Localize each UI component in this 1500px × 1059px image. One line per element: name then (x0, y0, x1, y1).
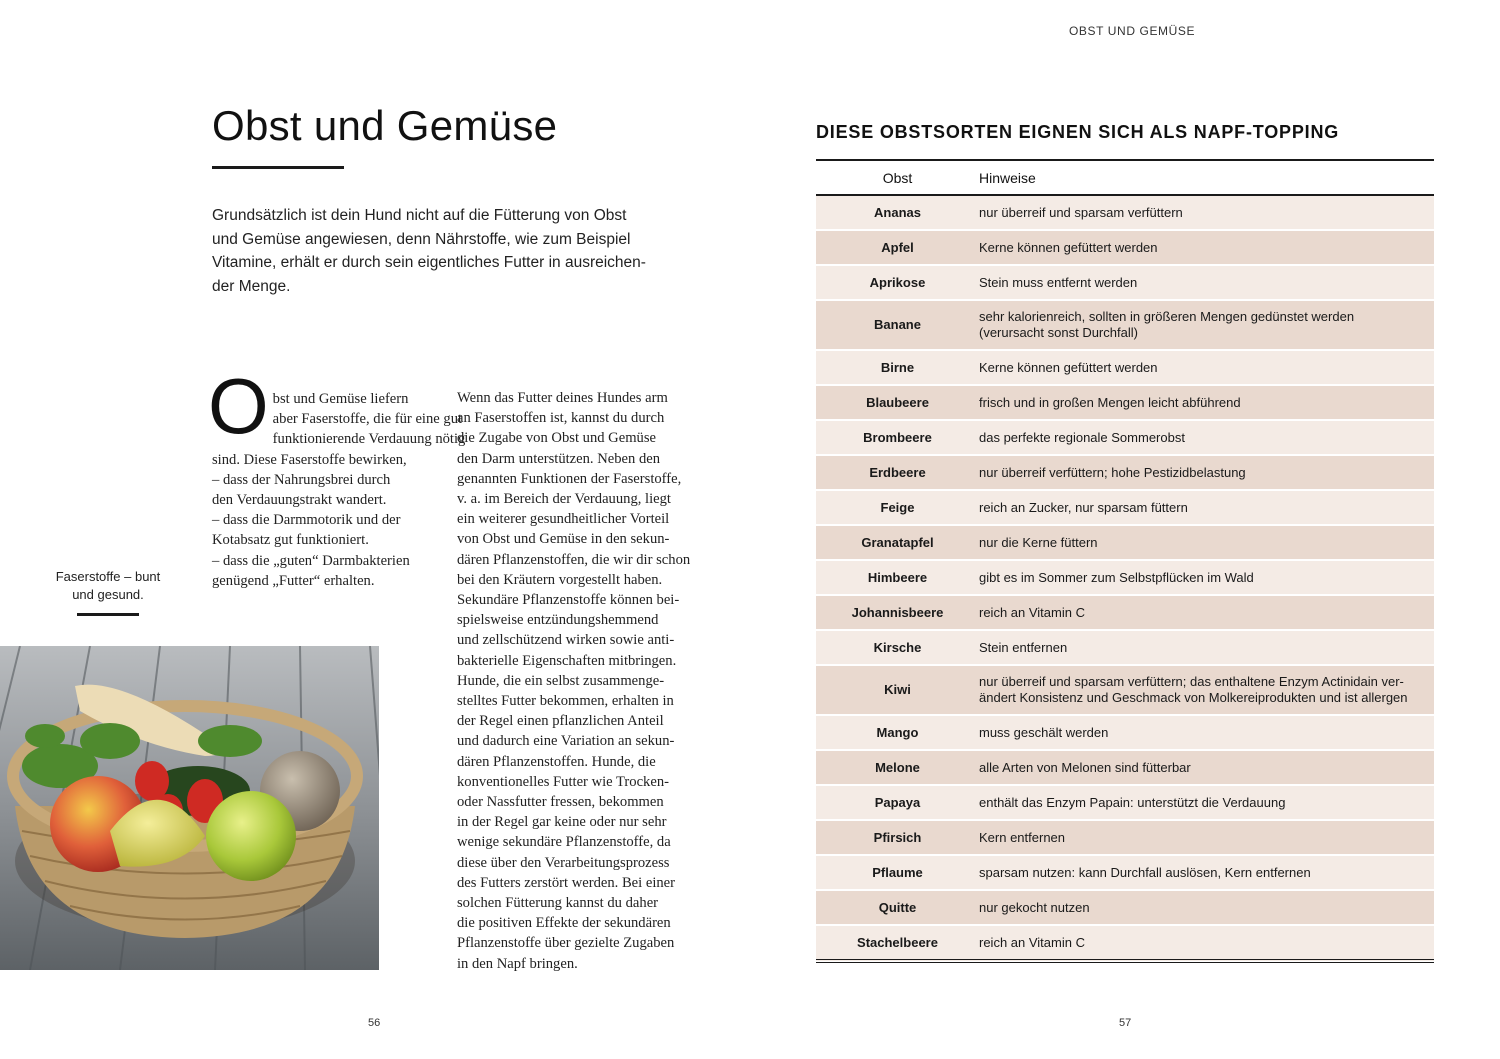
table-row (816, 230, 1434, 265)
body-line: stelltes Futter bekommen, erhalten in (457, 693, 674, 710)
body-line: Hunde, die ein selbst zusammenge- (457, 672, 665, 689)
body-line: und dadurch eine Variation an sekun- (457, 733, 675, 750)
fruit-cell: Quitte (816, 890, 979, 925)
caption-line: und gesund. (72, 587, 144, 602)
table-row (816, 195, 1434, 230)
caption-rule (77, 613, 139, 616)
fruit-basket-photo (0, 646, 379, 970)
note-cell: alle Arten von Melonen sind fütterbar (979, 750, 1434, 785)
fruit-cell: Aprikose (816, 265, 979, 300)
note-cell: Kern entfernen (979, 820, 1434, 855)
body-line: genügend „Futter“ erhalten. (212, 572, 375, 589)
body-line: an Faserstoffen ist, kannst du durch (457, 410, 665, 427)
intro-line: der Menge. (212, 277, 291, 295)
intro-line: Vitamine, erhält er durch sein eigentliches Futter in ausreichen- (212, 254, 646, 271)
body-line: in der Regel gar keine oder nur sehr (457, 814, 667, 831)
fruit-cell: Granatapfel (816, 525, 979, 560)
header-hinweise: Hinweise (979, 160, 1434, 195)
table-row (816, 490, 1434, 525)
table-row (816, 420, 1434, 455)
body-line: genannten Funktionen der Faserstoffe, (457, 470, 682, 487)
table-row (816, 925, 1434, 961)
body-column-right (457, 388, 689, 974)
note-cell: nur gekocht nutzen (979, 890, 1434, 925)
note-cell: nur überreif und sparsam verfüttern; das enthaltene Enzym Actinidain ver-ändert Konsistenz und Geschmack von Molkereiprodukten und ist allergen (979, 665, 1434, 715)
running-head: OBST UND GEMÜSE (1069, 24, 1196, 38)
body-line: spielsweise entzündungshemmend (457, 612, 659, 629)
intro-paragraph (212, 204, 674, 298)
body-line: des Futters zerstört werden. Bei einer (457, 874, 676, 891)
page-title: Obst und Gemüse (212, 102, 558, 149)
fruit-cell: Pflaume (816, 855, 979, 890)
fruit-cell: Mango (816, 715, 979, 750)
body-line: Sekundäre Pflanzenstoffe können bei- (457, 592, 680, 609)
body-line: in den Napf bringen. (457, 955, 578, 972)
intro-line: und Gemüse angewiesen, denn Nährstoffe, wie zum Beispiel (212, 230, 631, 248)
table-row (816, 715, 1434, 750)
body-line: bakterielle Eigenschaften mitbringen. (457, 652, 677, 669)
body-line: Pflanzenstoffe über gezielte Zugaben (457, 935, 675, 952)
note-cell: frisch und in großen Mengen leicht abführend (979, 385, 1434, 420)
note-cell: nur überreif verfüttern; hohe Pestizidbelastung (979, 455, 1434, 490)
body-column-left (208, 362, 466, 591)
body-line: oder Nassfutter fressen, bekommen (457, 794, 664, 811)
body-line: und zellschützend wirken sowie anti- (457, 632, 675, 649)
fruit-cell: Johannisbeere (816, 595, 979, 630)
note-cell: reich an Vitamin C (979, 925, 1434, 961)
table-row (816, 385, 1434, 420)
note-cell: Stein entfernen (979, 630, 1434, 665)
fruit-cell: Stachelbeere (816, 925, 979, 961)
note-cell: reich an Zucker, nur sparsam füttern (979, 490, 1434, 525)
body-line: bst und Gemüse liefern (272, 391, 409, 407)
table-row (816, 750, 1434, 785)
fruit-cell: Melone (816, 750, 979, 785)
table-row (816, 820, 1434, 855)
note-cell: nur die Kerne füttern (979, 525, 1434, 560)
caption-line: Faserstoffe – bunt (55, 569, 161, 584)
intro-line: Grundsätzlich ist dein Hund nicht auf die Fütterung von Obst (212, 207, 627, 224)
body-line: solchen Fütterung kannst du daher (457, 895, 659, 912)
body-line: aber Faserstoffe, die für eine gut (272, 411, 463, 428)
body-line: wenige sekundäre Pflanzenstoffe, da (457, 834, 671, 851)
note-cell: enthält das Enzym Papain: unterstützt die Verdauung (979, 785, 1434, 820)
body-line: konventionelles Futter wie Trocken- (457, 773, 669, 790)
fruit-cell: Blaubeere (816, 385, 979, 420)
body-line: bei den Kräutern vorgestellt haben. (457, 571, 663, 588)
note-cell: nur überreif und sparsam verfüttern (979, 195, 1434, 230)
table-row (816, 785, 1434, 820)
body-line: die Zugabe von Obst und Gemüse (457, 430, 657, 447)
table-row (816, 560, 1434, 595)
photo-caption (40, 568, 176, 604)
body-line: sind. Diese Faserstoffe bewirken, (212, 451, 407, 468)
body-line: Kotabsatz gut funktioniert. (212, 532, 369, 549)
fruit-cell: Banane (816, 300, 979, 350)
note-cell: sehr kalorienreich, sollten in größeren Mengen gedünstet werden (verursacht sonst Durchfall) (979, 300, 1434, 350)
table-row (816, 300, 1434, 350)
fruit-cell: Himbeere (816, 560, 979, 595)
body-line: dären Pflanzenstoffen, die wir dir schon (457, 551, 691, 568)
note-cell: das perfekte regionale Sommerobst (979, 420, 1434, 455)
body-line: v. a. im Bereich der Verdauung, liegt (457, 491, 671, 508)
table-header-row (816, 160, 1434, 195)
table-row (816, 890, 1434, 925)
note-cell: sparsam nutzen: kann Durchfall auslösen, Kern entfernen (979, 855, 1434, 890)
drop-cap: O (208, 362, 269, 450)
body-line: – dass die Darmmotorik und der (212, 512, 401, 529)
table-row (816, 525, 1434, 560)
note-cell: Stein muss entfernt werden (979, 265, 1434, 300)
note-cell: reich an Vitamin C (979, 595, 1434, 630)
note-cell: muss geschält werden (979, 715, 1434, 750)
fruit-cell: Birne (816, 350, 979, 385)
body-line: diese über den Verarbeitungsprozess (457, 854, 670, 871)
fruit-cell: Kirsche (816, 630, 979, 665)
table-row (816, 595, 1434, 630)
body-line: den Verdauungstrakt wandert. (212, 492, 387, 509)
table-row (816, 665, 1434, 715)
table-row (816, 350, 1434, 385)
body-line: – dass der Nahrungsbrei durch (212, 471, 391, 488)
body-line: – dass die „guten“ Darmbakterien (212, 552, 410, 569)
table-row (816, 630, 1434, 665)
fruit-cell: Erdbeere (816, 455, 979, 490)
table-row (816, 265, 1434, 300)
fruit-cell: Papaya (816, 785, 979, 820)
note-cell: Kerne können gefüttert werden (979, 230, 1434, 265)
title-rule (212, 166, 344, 169)
body-line: Wenn das Futter deines Hundes arm (457, 390, 668, 406)
fruit-cell: Kiwi (816, 665, 979, 715)
body-line: funktionierende Verdauung nötig (272, 431, 466, 448)
body-line: die positiven Effekte der sekundären (457, 915, 671, 932)
fruit-cell: Pfirsich (816, 820, 979, 855)
table-title: DIESE OBSTSORTEN EIGNEN SICH ALS NAPF-TOPPING (816, 122, 1340, 142)
body-line: dären Pflanzenstoffen. Hunde, die (457, 753, 656, 770)
page-number-right: 57 (1119, 1017, 1132, 1029)
header-obst: Obst (816, 160, 979, 195)
body-line: der Regel einen pflanzlichen Anteil (457, 713, 664, 730)
body-line: den Darm unterstützen. Neben den (457, 450, 661, 467)
fruit-cell: Apfel (816, 230, 979, 265)
table-row (816, 455, 1434, 490)
page-number-left: 56 (368, 1017, 381, 1029)
body-line: ein weiterer gesundheitlicher Vorteil (457, 511, 670, 528)
note-cell: Kerne können gefüttert werden (979, 350, 1434, 385)
fruit-cell: Feige (816, 490, 979, 525)
topping-table (816, 159, 1434, 963)
table-row (816, 855, 1434, 890)
body-line: von Obst und Gemüse in den sekun- (457, 531, 670, 548)
fruit-cell: Brombeere (816, 420, 979, 455)
note-cell: gibt es im Sommer zum Selbstpflücken im Wald (979, 560, 1434, 595)
fruit-cell: Ananas (816, 195, 979, 230)
